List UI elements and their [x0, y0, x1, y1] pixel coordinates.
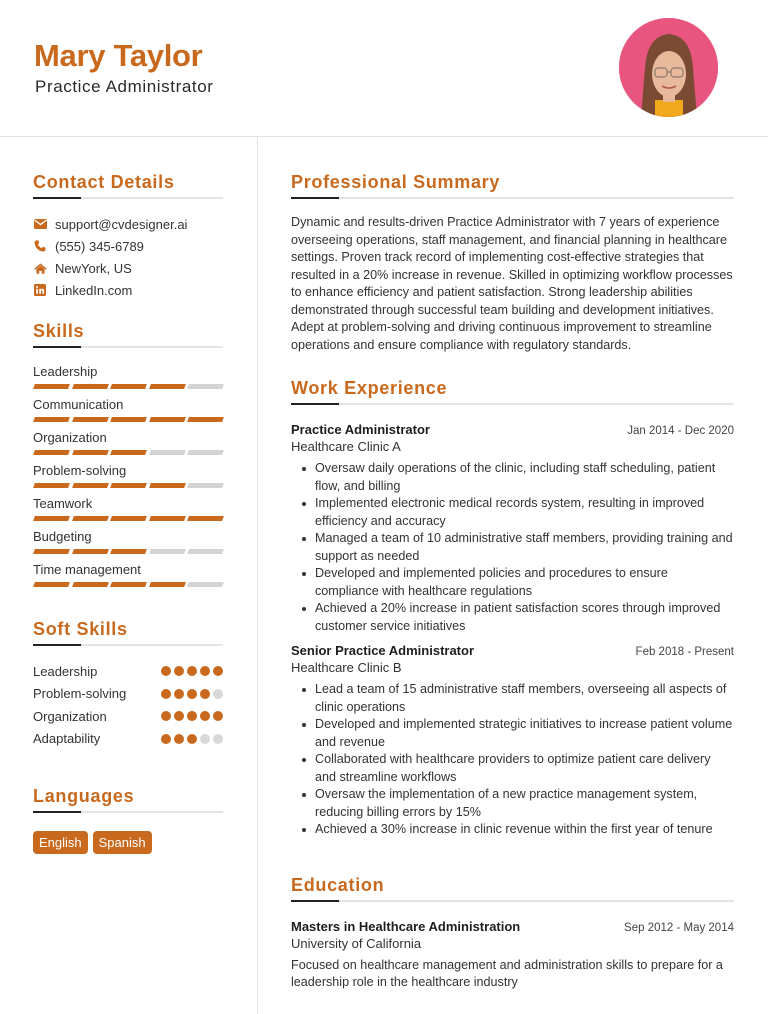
soft-skill-rating	[161, 711, 223, 721]
skill-name: Organization	[33, 430, 107, 445]
soft-skill-name: Leadership	[33, 663, 98, 679]
section-rule	[33, 811, 223, 813]
level-segment	[33, 516, 69, 521]
job-bullet: Implemented electronic medical records system, resulting in improved efficiency and accuracy	[315, 495, 734, 530]
skill-level-bar	[33, 450, 223, 455]
level-segment	[110, 516, 146, 521]
level-segment	[72, 384, 108, 389]
soft-skill-item	[33, 705, 223, 728]
section-rule	[33, 197, 223, 199]
level-segment	[110, 384, 146, 389]
job-title: Practice Administrator	[291, 422, 430, 437]
rating-dot-icon	[187, 711, 197, 721]
contact-email-text: support@cvdesigner.ai	[55, 216, 188, 232]
skill-item	[33, 362, 223, 389]
level-segment	[33, 582, 69, 587]
level-segment	[110, 483, 146, 488]
rating-dot-icon	[161, 711, 171, 721]
contact-location	[33, 257, 223, 279]
rating-dot-icon	[161, 666, 171, 676]
skill-level-bar	[33, 582, 223, 587]
level-segment	[110, 417, 146, 422]
job-date: Jan 2014 - Dec 2020	[627, 425, 734, 437]
skill-name: Problem-solving	[33, 463, 127, 478]
job-bullets	[291, 681, 734, 839]
soft-skill-rating	[161, 666, 223, 676]
skill-name: Communication	[33, 397, 124, 412]
rating-dot-icon	[161, 689, 171, 699]
rating-dot-icon	[200, 711, 210, 721]
experience-section	[291, 378, 734, 839]
level-segment	[72, 450, 108, 455]
section-title: Contact Details	[33, 172, 175, 192]
rating-dot-icon	[213, 666, 223, 676]
level-segment	[110, 549, 146, 554]
job-bullet: Collaborated with healthcare providers to optimize patient care delivery and streamline workflows	[315, 751, 734, 786]
level-segment	[149, 483, 185, 488]
skill-level-bar	[33, 417, 223, 422]
rating-dot-icon	[200, 666, 210, 676]
job-bullet: Lead a team of 15 administrative staff members, overseeing all aspects of clinic operations	[315, 681, 734, 716]
level-segment	[149, 384, 185, 389]
level-segment	[149, 516, 185, 521]
level-segment	[149, 450, 185, 455]
job-entry	[291, 643, 734, 839]
level-segment	[72, 516, 108, 521]
skill-item	[33, 560, 223, 587]
level-segment	[110, 582, 146, 587]
level-segment	[187, 516, 223, 521]
level-segment	[72, 582, 108, 587]
rating-dot-icon	[200, 734, 210, 744]
summary-section	[291, 172, 734, 354]
level-segment	[33, 384, 69, 389]
skill-name: Leadership	[33, 364, 98, 379]
soft-skill-name: Problem-solving	[33, 686, 127, 702]
level-segment	[72, 483, 108, 488]
section-rule	[291, 900, 734, 902]
candidate-title: Practice Administrator	[35, 77, 214, 96]
job-company: Healthcare Clinic A	[291, 439, 401, 454]
job-bullet: Managed a team of 10 administrative staff members, providing training and support as needed	[315, 530, 734, 565]
soft-skill-rating	[161, 734, 223, 744]
home-icon	[33, 261, 47, 275]
section-title: Soft Skills	[33, 619, 128, 639]
skill-level-bar	[33, 384, 223, 389]
section-rule	[33, 346, 223, 348]
section-title: Skills	[33, 321, 85, 341]
level-segment	[33, 417, 69, 422]
level-segment	[33, 483, 69, 488]
skill-name: Time management	[33, 562, 141, 577]
language-badge: Spanish	[93, 831, 152, 854]
contact-location-text: NewYork, US	[55, 260, 132, 276]
skill-level-bar	[33, 516, 223, 521]
job-entry	[291, 422, 734, 635]
main-content	[291, 137, 734, 992]
skill-item	[33, 428, 223, 455]
level-segment	[149, 549, 185, 554]
soft-skill-item	[33, 728, 223, 751]
level-segment	[187, 417, 223, 422]
rating-dot-icon	[161, 734, 171, 744]
level-segment	[187, 384, 223, 389]
contact-phone[interactable]	[33, 235, 223, 257]
section-title: Work Experience	[291, 378, 448, 398]
skill-name: Budgeting	[33, 529, 92, 544]
job-date: Feb 2018 - Present	[635, 646, 734, 658]
rating-dot-icon	[213, 711, 223, 721]
job-company: Healthcare Clinic B	[291, 660, 402, 675]
contact-email[interactable]	[33, 213, 223, 235]
profile-photo	[619, 18, 718, 117]
level-segment	[149, 582, 185, 587]
skill-name: Teamwork	[33, 496, 93, 511]
education-entry	[291, 919, 734, 992]
level-segment	[149, 417, 185, 422]
level-segment	[187, 549, 223, 554]
job-header	[291, 422, 734, 437]
education-description: Focused on healthcare management and administration skills to prepare for a leadership role in the healthcare industry	[291, 957, 723, 989]
level-segment	[110, 450, 146, 455]
soft-skill-item	[33, 683, 223, 706]
section-rule	[33, 644, 223, 646]
phone-icon	[33, 239, 47, 253]
level-segment	[33, 549, 69, 554]
level-segment	[33, 450, 69, 455]
education-section	[291, 875, 734, 992]
skill-item	[33, 527, 223, 554]
soft-skills-section	[33, 619, 223, 750]
section-title: Professional Summary	[291, 172, 501, 192]
sidebar	[33, 137, 223, 854]
level-segment	[187, 450, 223, 455]
soft-skill-name: Adaptability	[33, 731, 101, 747]
job-header	[291, 643, 734, 658]
level-segment	[187, 483, 223, 488]
section-rule	[291, 403, 734, 405]
rating-dot-icon	[200, 689, 210, 699]
rating-dot-icon	[213, 734, 223, 744]
rating-dot-icon	[174, 711, 184, 721]
column-divider	[257, 137, 258, 1014]
level-segment	[72, 549, 108, 554]
soft-skill-item	[33, 660, 223, 683]
skill-level-bar	[33, 483, 223, 488]
contact-linkedin-text: LinkedIn.com	[55, 282, 133, 298]
education-header	[291, 919, 734, 934]
rating-dot-icon	[174, 734, 184, 744]
skill-level-bar	[33, 549, 223, 554]
level-segment	[187, 582, 223, 587]
rating-dot-icon	[187, 666, 197, 676]
rating-dot-icon	[187, 689, 197, 699]
skill-item	[33, 461, 223, 488]
section-title: Education	[291, 874, 385, 895]
rating-dot-icon	[174, 666, 184, 676]
soft-skill-rating	[161, 689, 223, 699]
school-name: University of California	[291, 935, 422, 951]
section-title: Languages	[33, 786, 135, 806]
soft-skill-name: Organization	[33, 708, 107, 724]
contact-phone-text: (555) 345-6789	[55, 238, 144, 254]
job-bullet: Achieved a 20% increase in patient satisfaction scores through improved customer service initiatives	[315, 600, 734, 635]
rating-dot-icon	[174, 689, 184, 699]
languages-section	[33, 786, 223, 854]
level-segment	[72, 417, 108, 422]
rating-dot-icon	[213, 689, 223, 699]
rating-dot-icon	[187, 734, 197, 744]
job-bullet: Oversaw the implementation of a new practice management system, reducing billing errors by 15%	[315, 786, 734, 821]
contact-section	[33, 172, 223, 301]
resume-header	[0, 0, 768, 137]
envelope-icon	[33, 217, 47, 231]
candidate-name: Mary Taylor	[34, 38, 203, 73]
language-badge: English	[33, 831, 88, 854]
skill-item	[33, 395, 223, 422]
summary-text: Dynamic and results-driven Practice Administrator with 7 years of experience overseeing operations, staff management, and financial planning in healthcare settings. Proven track record of implementing cost-effective strategies that resulted in a 20% increase in revenue. Skilled in optimizing workflow processes to enhance efficiency and patient satisfaction. Strong leadership abilities demonstrated through successful team building and development initiatives. Adept at problem-solving and driving continuous improvement to streamline operations and ensure compliance with regulatory standards.	[291, 215, 733, 352]
linkedin-icon	[33, 283, 47, 297]
job-bullets	[291, 460, 734, 635]
skill-item	[33, 494, 223, 521]
degree-title: Masters in Healthcare Administration	[291, 918, 521, 934]
job-bullet: Achieved a 30% increase in clinic revenue within the first year of tenure	[315, 821, 734, 839]
skills-section	[33, 321, 223, 587]
contact-linkedin[interactable]	[33, 279, 223, 301]
education-date: Sep 2012 - May 2014	[624, 921, 734, 934]
job-bullet: Developed and implemented strategic initiatives to increase patient volume and revenue	[315, 716, 734, 751]
job-bullet: Oversaw daily operations of the clinic, including staff scheduling, patient flow, and billing	[315, 460, 734, 495]
person-portrait-icon	[619, 18, 718, 117]
job-bullet: Developed and implemented policies and procedures to ensure compliance with healthcare regulations	[315, 565, 734, 600]
section-rule	[291, 197, 734, 199]
job-title: Senior Practice Administrator	[291, 643, 475, 658]
